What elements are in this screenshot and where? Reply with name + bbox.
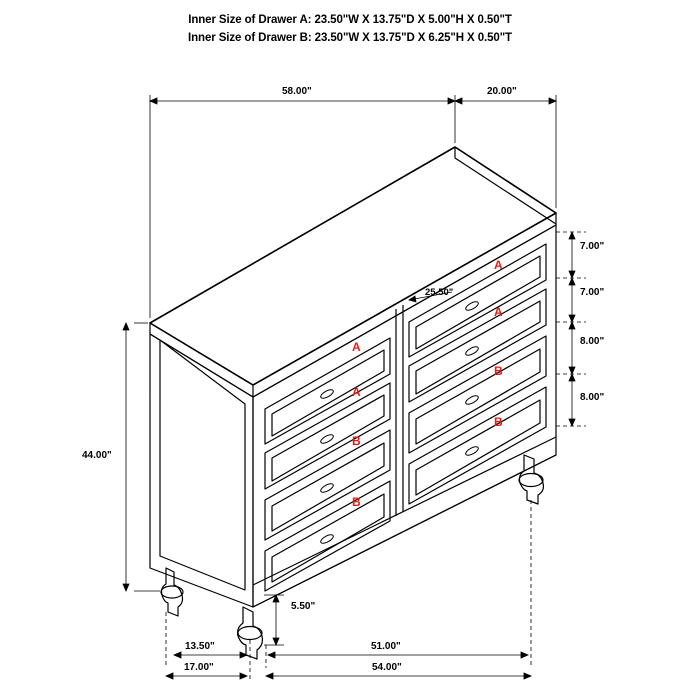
left-side-panel-inset bbox=[160, 340, 245, 590]
dim-interior-depth: 25.50" bbox=[425, 287, 454, 298]
right-drawer-column bbox=[409, 244, 546, 504]
drawer-label-left-4: B bbox=[352, 495, 361, 509]
dim-row1-height: 7.00" bbox=[580, 241, 605, 252]
top-back-edge-thickness bbox=[455, 147, 556, 224]
dresser-body bbox=[150, 147, 556, 659]
drawer-label-right-1: A bbox=[494, 258, 503, 272]
drawer-label-right-4: B bbox=[494, 415, 503, 429]
left-drawer-column bbox=[265, 338, 390, 591]
dim-top-width: 58.00" bbox=[282, 86, 312, 97]
drawer-b-size-note: Inner Size of Drawer B: 23.50"W X 13.75"D X 6.25"H X 0.50"T bbox=[188, 32, 512, 44]
dim-leg-height: 5.50" bbox=[291, 601, 316, 612]
dim-row3-height: 8.00" bbox=[580, 336, 605, 347]
front-bottom-rail bbox=[253, 437, 556, 585]
drawer-label-right-3: B bbox=[494, 364, 503, 378]
dim-row4-height: 8.00" bbox=[580, 392, 605, 403]
dim-row2-height: 7.00" bbox=[580, 287, 605, 298]
dim-side-depth: 13.50" bbox=[185, 641, 215, 652]
drawer-a-size-note: Inner Size of Drawer A: 23.50"W X 13.75"D X 5.00"H X 0.50"T bbox=[188, 14, 512, 26]
dim-front-width: 51.00" bbox=[371, 641, 401, 652]
drawer-label-left-2: A bbox=[352, 385, 361, 399]
top-front-edge-thickness bbox=[253, 213, 556, 397]
drawer-label-left-1: A bbox=[352, 340, 361, 354]
top-left-edge-thickness bbox=[150, 323, 253, 397]
dim-overall-height: 44.00" bbox=[82, 450, 112, 461]
drawer-label-right-2: A bbox=[494, 305, 503, 319]
drawer-label-left-3: B bbox=[352, 434, 361, 448]
dim-top-depth: 20.00" bbox=[487, 86, 517, 97]
front-bottom-edge bbox=[253, 455, 556, 607]
drawer-pulls bbox=[319, 300, 479, 545]
dim-side-total: 17.00" bbox=[184, 662, 214, 673]
dim-overall-width: 54.00" bbox=[372, 662, 402, 673]
